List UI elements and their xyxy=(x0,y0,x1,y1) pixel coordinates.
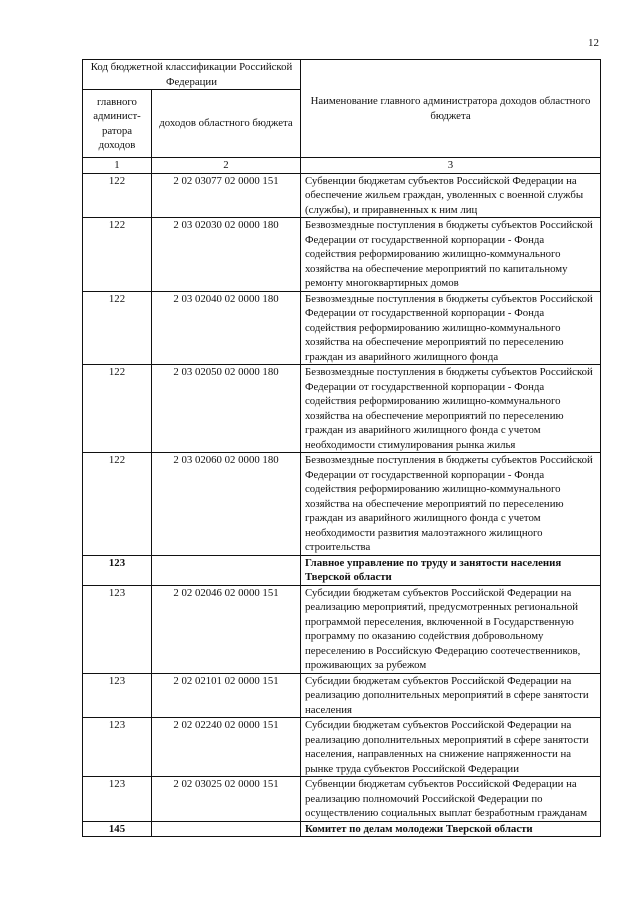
description-cell: Субвенции бюджетам субъектов Российской Федерации на реализацию полномочий Российской Федерации по осуществлению социальных выплат безработным гражданам xyxy=(301,777,601,822)
admin-code-cell: 122 xyxy=(83,453,152,556)
revenue-code-cell: 2 03 02040 02 0000 180 xyxy=(152,291,301,365)
table-row xyxy=(83,673,601,718)
header-row-top xyxy=(83,60,601,90)
table-row xyxy=(83,555,601,585)
column-number: 1 xyxy=(83,158,152,174)
revenue-code-cell: 2 02 02240 02 0000 151 xyxy=(152,718,301,777)
classification-code-header: Код бюджетной классификации Российской Федерации xyxy=(83,60,301,90)
description-cell: Субсидии бюджетам субъектов Российской Федерации на реализацию дополнительных мероприятий в сфере занятости населения, направленных на снижение напряженности на рынке труда субъектов Российской Федерации xyxy=(301,718,601,777)
revenue-code-cell: 2 02 03077 02 0000 151 xyxy=(152,173,301,218)
table-row xyxy=(83,453,601,556)
table-row xyxy=(83,821,601,837)
admin-code-cell: 123 xyxy=(83,718,152,777)
revenue-column-header: доходов областного бюджета xyxy=(152,90,301,158)
admin-code-cell: 123 xyxy=(83,585,152,673)
admin-code-cell: 122 xyxy=(83,365,152,453)
description-cell: Субвенции бюджетам субъектов Российской Федерации на обеспечение жильем граждан, уволенных с военной службы (службы), и приравненных к ним лиц xyxy=(301,173,601,218)
description-cell: Субсидии бюджетам субъектов Российской Федерации на реализацию дополнительных мероприятий в сфере занятости населения xyxy=(301,673,601,718)
description-cell: Безвозмездные поступления в бюджеты субъектов Российской Федерации от государственной корпорации - Фонда содействия реформированию жилищно-коммунального хозяйства на обеспечение мероприятий по капитальному ремонту многоквартирных домов xyxy=(301,218,601,292)
description-cell: Безвозмездные поступления в бюджеты субъектов Российской Федерации от государственной корпорации - Фонда содействия реформированию жилищно-коммунального хозяйства на обеспечение мероприятий по переселению граждан из аварийного жилищного фонда xyxy=(301,291,601,365)
revenue-code-cell: 2 02 02046 02 0000 151 xyxy=(152,585,301,673)
table-row xyxy=(83,291,601,365)
revenue-code-cell: 2 02 03025 02 0000 151 xyxy=(152,777,301,822)
admin-code-cell: 122 xyxy=(83,218,152,292)
revenue-code-cell: 2 03 02050 02 0000 180 xyxy=(152,365,301,453)
table-row xyxy=(83,218,601,292)
admin-code-cell: 123 xyxy=(83,555,152,585)
description-cell: Безвозмездные поступления в бюджеты субъектов Российской Федерации от государственной корпорации - Фонда содействия реформированию жилищно-коммунального хозяйства на обеспечение мероприятий по переселению граждан из аварийного жилищного фонда с учетом необходимости развития малоэтажного жилищного строительства xyxy=(301,453,601,556)
page-number: 12 xyxy=(588,37,599,49)
revenue-code-cell: 2 03 02030 02 0000 180 xyxy=(152,218,301,292)
revenue-code-cell: 2 02 02101 02 0000 151 xyxy=(152,673,301,718)
column-number: 2 xyxy=(152,158,301,174)
revenue-code-cell: 2 03 02060 02 0000 180 xyxy=(152,453,301,556)
revenue-code-cell xyxy=(152,821,301,837)
admin-code-cell: 123 xyxy=(83,673,152,718)
table-row xyxy=(83,585,601,673)
table-row xyxy=(83,718,601,777)
description-cell: Главное управление по труду и занятости населения Тверской области xyxy=(301,555,601,585)
admin-code-cell: 145 xyxy=(83,821,152,837)
column-number-row xyxy=(83,158,601,174)
admin-code-cell: 122 xyxy=(83,173,152,218)
table-row xyxy=(83,173,601,218)
admin-code-cell: 122 xyxy=(83,291,152,365)
budget-classification-table xyxy=(82,59,601,837)
column-number: 3 xyxy=(301,158,601,174)
name-column-header: Наименование главного администратора доходов областного бюджета xyxy=(301,60,601,158)
description-cell: Безвозмездные поступления в бюджеты субъектов Российской Федерации от государственной корпорации - Фонда содействия реформированию жилищно-коммунального хозяйства на обеспечение мероприятий по переселению граждан из аварийного жилищного фонда с учетом необходимости стимулирования рынка жилья xyxy=(301,365,601,453)
table-row xyxy=(83,777,601,822)
admin-code-cell: 123 xyxy=(83,777,152,822)
revenue-code-cell xyxy=(152,555,301,585)
admin-column-header: главного админист-ратора доходов xyxy=(83,90,152,158)
description-cell: Субсидии бюджетам субъектов Российской Федерации на реализацию мероприятий, предусмотренных региональной программой переселения, включенной в Государственную программу по оказанию содействия добровольному переселению в Российскую Федерацию соотечественников, проживающих за рубежом xyxy=(301,585,601,673)
description-cell: Комитет по делам молодежи Тверской области xyxy=(301,821,601,837)
table-row xyxy=(83,365,601,453)
